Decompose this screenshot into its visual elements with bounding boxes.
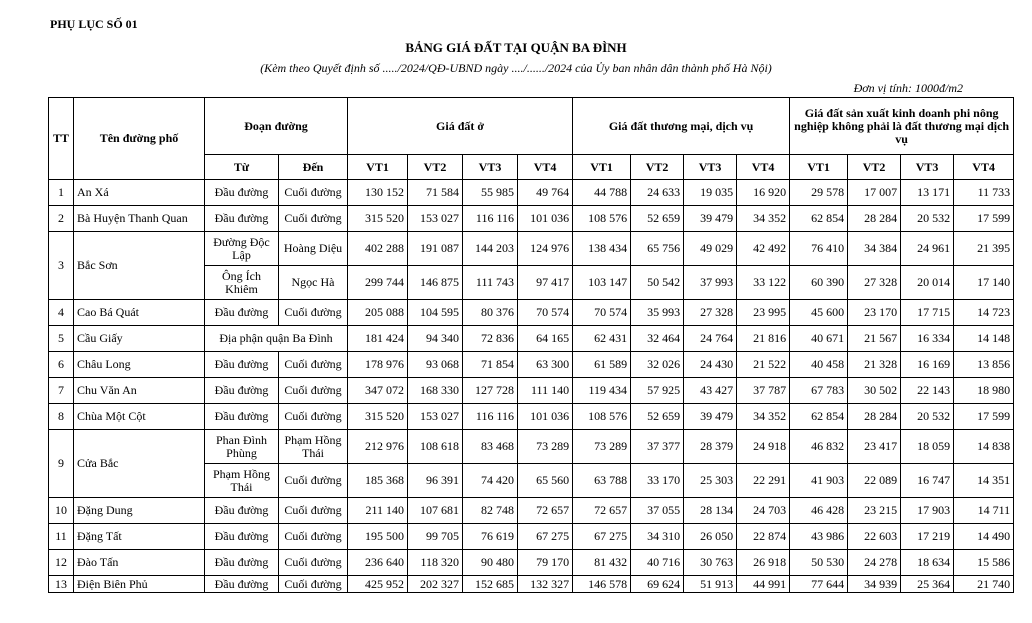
residential-vt3-cell: 74 420 <box>463 464 518 498</box>
nonagri-vt1-cell: 46 428 <box>790 498 848 524</box>
residential-vt4-cell: 101 036 <box>518 404 573 430</box>
residential-vt4-cell: 70 574 <box>518 300 573 326</box>
segment-range: Địa phận quận Ba Đình <box>205 326 348 352</box>
residential-vt1-cell: 185 368 <box>348 464 408 498</box>
commercial-vt3-cell: 39 479 <box>684 206 737 232</box>
residential-vt3-cell: 80 376 <box>463 300 518 326</box>
nonagri-vt2-cell: 24 278 <box>848 550 901 576</box>
commercial-vt2-cell: 65 756 <box>631 232 684 266</box>
commercial-vt2-cell: 32 464 <box>631 326 684 352</box>
segment-to: Cuối đường <box>279 498 348 524</box>
col-vt3: VT3 <box>901 155 954 180</box>
segment-to: Phạm Hồng Thái <box>279 430 348 464</box>
nonagri-vt4-cell: 14 723 <box>954 300 1014 326</box>
row-number: 2 <box>49 206 74 232</box>
commercial-vt1-cell: 70 574 <box>573 300 631 326</box>
residential-vt2-cell: 153 027 <box>408 206 463 232</box>
table-row <box>49 378 1014 404</box>
commercial-vt3-cell: 43 427 <box>684 378 737 404</box>
col-vt4: VT4 <box>954 155 1014 180</box>
table-row <box>49 524 1014 550</box>
nonagri-vt3-cell: 17 903 <box>901 498 954 524</box>
commercial-vt3-cell: 28 134 <box>684 498 737 524</box>
residential-vt1-cell: 299 744 <box>348 266 408 300</box>
residential-vt2-cell: 118 320 <box>408 550 463 576</box>
nonagri-vt1-cell: 29 578 <box>790 180 848 206</box>
nonagri-vt3-cell: 24 961 <box>901 232 954 266</box>
nonagri-vt2-cell: 23 417 <box>848 430 901 464</box>
residential-vt2-cell: 99 705 <box>408 524 463 550</box>
table-row <box>49 498 1014 524</box>
commercial-vt4-cell: 26 918 <box>737 550 790 576</box>
residential-vt4-cell: 49 764 <box>518 180 573 206</box>
commercial-vt3-cell: 30 763 <box>684 550 737 576</box>
nonagri-vt3-cell: 22 143 <box>901 378 954 404</box>
residential-vt2-cell: 153 027 <box>408 404 463 430</box>
row-number: 12 <box>49 550 74 576</box>
commercial-vt2-cell: 33 170 <box>631 464 684 498</box>
row-number: 6 <box>49 352 74 378</box>
commercial-vt1-cell: 72 657 <box>573 498 631 524</box>
commercial-vt1-cell: 73 289 <box>573 430 631 464</box>
street-name: Chu Văn An <box>74 378 205 404</box>
nonagri-vt3-cell: 18 634 <box>901 550 954 576</box>
commercial-vt2-cell: 40 716 <box>631 550 684 576</box>
col-vt1: VT1 <box>573 155 631 180</box>
nonagri-vt2-cell: 22 089 <box>848 464 901 498</box>
residential-vt3-cell: 83 468 <box>463 430 518 464</box>
commercial-vt3-cell: 49 029 <box>684 232 737 266</box>
segment-to: Cuối đường <box>279 550 348 576</box>
segment-from: Đầu đường <box>205 498 279 524</box>
commercial-vt4-cell: 33 122 <box>737 266 790 300</box>
nonagri-vt2-cell: 22 603 <box>848 524 901 550</box>
col-commercial-price: Giá đất thương mại, dịch vụ <box>573 98 790 155</box>
col-vt2: VT2 <box>848 155 901 180</box>
residential-vt3-cell: 127 728 <box>463 378 518 404</box>
nonagri-vt2-cell: 21 328 <box>848 352 901 378</box>
residential-vt4-cell: 132 327 <box>518 576 573 593</box>
nonagri-vt2-cell: 21 567 <box>848 326 901 352</box>
residential-vt1-cell: 205 088 <box>348 300 408 326</box>
commercial-vt4-cell: 34 352 <box>737 404 790 430</box>
nonagri-vt2-cell: 30 502 <box>848 378 901 404</box>
segment-to: Cuối đường <box>279 180 348 206</box>
commercial-vt3-cell: 28 379 <box>684 430 737 464</box>
document-subtitle: (Kèm theo Quyết định số ...../2024/QĐ-UBND ngày ..../....../2024 của Ủy ban nhân dân thành phố Hà Nội) <box>260 61 772 75</box>
segment-to: Cuối đường <box>279 352 348 378</box>
row-number: 7 <box>49 378 74 404</box>
segment-to: Cuối đường <box>279 404 348 430</box>
segment-from: Ông Ích Khiêm <box>205 266 279 300</box>
table-row <box>49 232 1014 266</box>
nonagri-vt4-cell: 15 586 <box>954 550 1014 576</box>
commercial-vt1-cell: 108 576 <box>573 404 631 430</box>
nonagri-vt2-cell: 17 007 <box>848 180 901 206</box>
segment-to: Cuối đường <box>279 576 348 593</box>
commercial-vt1-cell: 138 434 <box>573 232 631 266</box>
table-row <box>49 180 1014 206</box>
nonagri-vt1-cell: 45 600 <box>790 300 848 326</box>
nonagri-vt4-cell: 17 599 <box>954 404 1014 430</box>
table-row <box>49 300 1014 326</box>
residential-vt1-cell: 347 072 <box>348 378 408 404</box>
nonagri-vt3-cell: 18 059 <box>901 430 954 464</box>
segment-to: Cuối đường <box>279 300 348 326</box>
segment-to: Cuối đường <box>279 524 348 550</box>
col-street-name: Tên đường phố <box>74 98 205 180</box>
residential-vt2-cell: 108 618 <box>408 430 463 464</box>
segment-to: Cuối đường <box>279 464 348 498</box>
segment-from: Đầu đường <box>205 404 279 430</box>
residential-vt1-cell: 315 520 <box>348 404 408 430</box>
col-vt1: VT1 <box>348 155 408 180</box>
nonagri-vt3-cell: 17 715 <box>901 300 954 326</box>
commercial-vt3-cell: 26 050 <box>684 524 737 550</box>
nonagri-vt1-cell: 62 854 <box>790 404 848 430</box>
residential-vt3-cell: 144 203 <box>463 232 518 266</box>
segment-from: Đầu đường <box>205 300 279 326</box>
commercial-vt1-cell: 44 788 <box>573 180 631 206</box>
segment-from: Đầu đường <box>205 180 279 206</box>
nonagri-vt4-cell: 17 599 <box>954 206 1014 232</box>
col-vt4: VT4 <box>518 155 573 180</box>
col-residential-price: Giá đất ở <box>348 98 573 155</box>
residential-vt1-cell: 236 640 <box>348 550 408 576</box>
col-segment: Đoạn đường <box>205 98 348 155</box>
commercial-vt4-cell: 42 492 <box>737 232 790 266</box>
segment-from: Đầu đường <box>205 352 279 378</box>
street-name: Đặng Dung <box>74 498 205 524</box>
segment-from: Đường Độc Lập <box>205 232 279 266</box>
row-number: 3 <box>49 232 74 300</box>
segment-to: Ngọc Hà <box>279 266 348 300</box>
residential-vt3-cell: 152 685 <box>463 576 518 593</box>
col-tt: TT <box>49 98 74 180</box>
commercial-vt2-cell: 52 659 <box>631 206 684 232</box>
segment-from: Đầu đường <box>205 524 279 550</box>
table-row <box>49 576 1014 593</box>
residential-vt2-cell: 96 391 <box>408 464 463 498</box>
residential-vt4-cell: 72 657 <box>518 498 573 524</box>
nonagri-vt1-cell: 46 832 <box>790 430 848 464</box>
residential-vt2-cell: 94 340 <box>408 326 463 352</box>
commercial-vt2-cell: 37 377 <box>631 430 684 464</box>
residential-vt4-cell: 111 140 <box>518 378 573 404</box>
header-row-1 <box>49 98 1014 155</box>
col-nonagri-price: Giá đất sản xuất kinh doanh phi nông nghiệp không phải là đất thương mại dịch vụ <box>790 98 1014 155</box>
segment-from: Phạm Hồng Thái <box>205 464 279 498</box>
commercial-vt3-cell: 19 035 <box>684 180 737 206</box>
row-number: 9 <box>49 430 74 498</box>
nonagri-vt1-cell: 40 671 <box>790 326 848 352</box>
commercial-vt1-cell: 119 434 <box>573 378 631 404</box>
commercial-vt4-cell: 37 787 <box>737 378 790 404</box>
commercial-vt4-cell: 44 991 <box>737 576 790 593</box>
commercial-vt2-cell: 50 542 <box>631 266 684 300</box>
residential-vt4-cell: 79 170 <box>518 550 573 576</box>
nonagri-vt3-cell: 16 334 <box>901 326 954 352</box>
col-to: Đến <box>279 155 348 180</box>
segment-to: Hoàng Diệu <box>279 232 348 266</box>
nonagri-vt4-cell: 14 711 <box>954 498 1014 524</box>
commercial-vt3-cell: 37 993 <box>684 266 737 300</box>
residential-vt4-cell: 73 289 <box>518 430 573 464</box>
commercial-vt2-cell: 34 310 <box>631 524 684 550</box>
commercial-vt4-cell: 34 352 <box>737 206 790 232</box>
residential-vt3-cell: 90 480 <box>463 550 518 576</box>
col-vt3: VT3 <box>463 155 518 180</box>
nonagri-vt1-cell: 76 410 <box>790 232 848 266</box>
nonagri-vt2-cell: 34 939 <box>848 576 901 593</box>
commercial-vt3-cell: 24 764 <box>684 326 737 352</box>
row-number: 8 <box>49 404 74 430</box>
residential-vt2-cell: 202 327 <box>408 576 463 593</box>
residential-vt4-cell: 63 300 <box>518 352 573 378</box>
street-name: Điện Biên Phủ <box>74 576 205 593</box>
table-row <box>49 206 1014 232</box>
residential-vt3-cell: 82 748 <box>463 498 518 524</box>
residential-vt2-cell: 93 068 <box>408 352 463 378</box>
commercial-vt1-cell: 146 578 <box>573 576 631 593</box>
commercial-vt2-cell: 37 055 <box>631 498 684 524</box>
nonagri-vt2-cell: 27 328 <box>848 266 901 300</box>
residential-vt2-cell: 191 087 <box>408 232 463 266</box>
residential-vt4-cell: 124 976 <box>518 232 573 266</box>
commercial-vt2-cell: 35 993 <box>631 300 684 326</box>
commercial-vt1-cell: 67 275 <box>573 524 631 550</box>
residential-vt1-cell: 425 952 <box>348 576 408 593</box>
table-row <box>49 404 1014 430</box>
nonagri-vt3-cell: 13 171 <box>901 180 954 206</box>
residential-vt1-cell: 181 424 <box>348 326 408 352</box>
nonagri-vt4-cell: 21 395 <box>954 232 1014 266</box>
row-number: 10 <box>49 498 74 524</box>
residential-vt4-cell: 101 036 <box>518 206 573 232</box>
nonagri-vt2-cell: 23 170 <box>848 300 901 326</box>
residential-vt2-cell: 107 681 <box>408 498 463 524</box>
unit-label: Đơn vị tính: 1000đ/m2 <box>853 81 963 95</box>
nonagri-vt1-cell: 60 390 <box>790 266 848 300</box>
land-price-table <box>48 97 1014 593</box>
commercial-vt1-cell: 61 589 <box>573 352 631 378</box>
segment-from: Đầu đường <box>205 550 279 576</box>
residential-vt1-cell: 402 288 <box>348 232 408 266</box>
street-name: Đào Tấn <box>74 550 205 576</box>
nonagri-vt4-cell: 11 733 <box>954 180 1014 206</box>
nonagri-vt4-cell: 14 148 <box>954 326 1014 352</box>
row-number: 13 <box>49 576 74 593</box>
nonagri-vt2-cell: 23 215 <box>848 498 901 524</box>
segment-to: Cuối đường <box>279 378 348 404</box>
col-vt2: VT2 <box>408 155 463 180</box>
nonagri-vt1-cell: 62 854 <box>790 206 848 232</box>
commercial-vt4-cell: 24 918 <box>737 430 790 464</box>
residential-vt2-cell: 146 875 <box>408 266 463 300</box>
segment-from: Đầu đường <box>205 576 279 593</box>
nonagri-vt2-cell: 28 284 <box>848 404 901 430</box>
nonagri-vt4-cell: 21 740 <box>954 576 1014 593</box>
appendix-label: PHỤ LỤC SỐ 01 <box>50 17 138 31</box>
nonagri-vt1-cell: 50 530 <box>790 550 848 576</box>
nonagri-vt3-cell: 16 169 <box>901 352 954 378</box>
nonagri-vt3-cell: 16 747 <box>901 464 954 498</box>
row-number: 5 <box>49 326 74 352</box>
residential-vt4-cell: 67 275 <box>518 524 573 550</box>
commercial-vt1-cell: 63 788 <box>573 464 631 498</box>
residential-vt1-cell: 212 976 <box>348 430 408 464</box>
table-row <box>49 326 1014 352</box>
commercial-vt4-cell: 21 816 <box>737 326 790 352</box>
street-name: Bà Huyện Thanh Quan <box>74 206 205 232</box>
street-name: Đặng Tất <box>74 524 205 550</box>
nonagri-vt3-cell: 20 014 <box>901 266 954 300</box>
nonagri-vt1-cell: 77 644 <box>790 576 848 593</box>
residential-vt3-cell: 71 854 <box>463 352 518 378</box>
col-vt4: VT4 <box>737 155 790 180</box>
commercial-vt4-cell: 22 291 <box>737 464 790 498</box>
nonagri-vt3-cell: 20 532 <box>901 206 954 232</box>
commercial-vt4-cell: 23 995 <box>737 300 790 326</box>
residential-vt1-cell: 211 140 <box>348 498 408 524</box>
street-name: Chùa Một Cột <box>74 404 205 430</box>
commercial-vt1-cell: 108 576 <box>573 206 631 232</box>
commercial-vt3-cell: 51 913 <box>684 576 737 593</box>
commercial-vt4-cell: 21 522 <box>737 352 790 378</box>
residential-vt3-cell: 116 116 <box>463 404 518 430</box>
col-vt3: VT3 <box>684 155 737 180</box>
segment-from: Phan Đình Phùng <box>205 430 279 464</box>
residential-vt3-cell: 116 116 <box>463 206 518 232</box>
street-name: Bắc Sơn <box>74 232 205 300</box>
residential-vt1-cell: 195 500 <box>348 524 408 550</box>
segment-from: Đầu đường <box>205 378 279 404</box>
residential-vt4-cell: 64 165 <box>518 326 573 352</box>
residential-vt1-cell: 130 152 <box>348 180 408 206</box>
residential-vt3-cell: 72 836 <box>463 326 518 352</box>
nonagri-vt2-cell: 34 384 <box>848 232 901 266</box>
table-row <box>49 352 1014 378</box>
nonagri-vt4-cell: 18 980 <box>954 378 1014 404</box>
commercial-vt2-cell: 69 624 <box>631 576 684 593</box>
residential-vt3-cell: 55 985 <box>463 180 518 206</box>
commercial-vt2-cell: 24 633 <box>631 180 684 206</box>
commercial-vt2-cell: 57 925 <box>631 378 684 404</box>
residential-vt1-cell: 315 520 <box>348 206 408 232</box>
nonagri-vt1-cell: 67 783 <box>790 378 848 404</box>
residential-vt3-cell: 111 743 <box>463 266 518 300</box>
table-row <box>49 550 1014 576</box>
segment-from: Đầu đường <box>205 206 279 232</box>
residential-vt3-cell: 76 619 <box>463 524 518 550</box>
commercial-vt3-cell: 27 328 <box>684 300 737 326</box>
residential-vt4-cell: 97 417 <box>518 266 573 300</box>
commercial-vt3-cell: 24 430 <box>684 352 737 378</box>
commercial-vt2-cell: 32 026 <box>631 352 684 378</box>
row-number: 11 <box>49 524 74 550</box>
commercial-vt4-cell: 16 920 <box>737 180 790 206</box>
table-row <box>49 430 1014 464</box>
commercial-vt4-cell: 24 703 <box>737 498 790 524</box>
nonagri-vt1-cell: 41 903 <box>790 464 848 498</box>
commercial-vt1-cell: 81 432 <box>573 550 631 576</box>
col-vt1: VT1 <box>790 155 848 180</box>
nonagri-vt1-cell: 40 458 <box>790 352 848 378</box>
nonagri-vt3-cell: 20 532 <box>901 404 954 430</box>
nonagri-vt3-cell: 17 219 <box>901 524 954 550</box>
nonagri-vt4-cell: 14 351 <box>954 464 1014 498</box>
segment-to: Cuối đường <box>279 206 348 232</box>
nonagri-vt4-cell: 14 838 <box>954 430 1014 464</box>
commercial-vt3-cell: 25 303 <box>684 464 737 498</box>
document-title: BẢNG GIÁ ĐẤT TẠI QUẬN BA ĐÌNH <box>405 40 627 55</box>
nonagri-vt2-cell: 28 284 <box>848 206 901 232</box>
street-name: An Xá <box>74 180 205 206</box>
row-number: 1 <box>49 180 74 206</box>
residential-vt4-cell: 65 560 <box>518 464 573 498</box>
col-vt2: VT2 <box>631 155 684 180</box>
street-name: Cao Bá Quát <box>74 300 205 326</box>
nonagri-vt3-cell: 25 364 <box>901 576 954 593</box>
nonagri-vt4-cell: 14 490 <box>954 524 1014 550</box>
nonagri-vt4-cell: 13 856 <box>954 352 1014 378</box>
residential-vt2-cell: 104 595 <box>408 300 463 326</box>
street-name: Châu Long <box>74 352 205 378</box>
street-name: Cửa Bắc <box>74 430 205 498</box>
commercial-vt3-cell: 39 479 <box>684 404 737 430</box>
residential-vt2-cell: 168 330 <box>408 378 463 404</box>
commercial-vt1-cell: 103 147 <box>573 266 631 300</box>
commercial-vt1-cell: 62 431 <box>573 326 631 352</box>
street-name: Cầu Giấy <box>74 326 205 352</box>
residential-vt2-cell: 71 584 <box>408 180 463 206</box>
nonagri-vt4-cell: 17 140 <box>954 266 1014 300</box>
row-number: 4 <box>49 300 74 326</box>
residential-vt1-cell: 178 976 <box>348 352 408 378</box>
col-from: Từ <box>205 155 279 180</box>
commercial-vt2-cell: 52 659 <box>631 404 684 430</box>
commercial-vt4-cell: 22 874 <box>737 524 790 550</box>
table-body <box>49 180 1014 593</box>
nonagri-vt1-cell: 43 986 <box>790 524 848 550</box>
